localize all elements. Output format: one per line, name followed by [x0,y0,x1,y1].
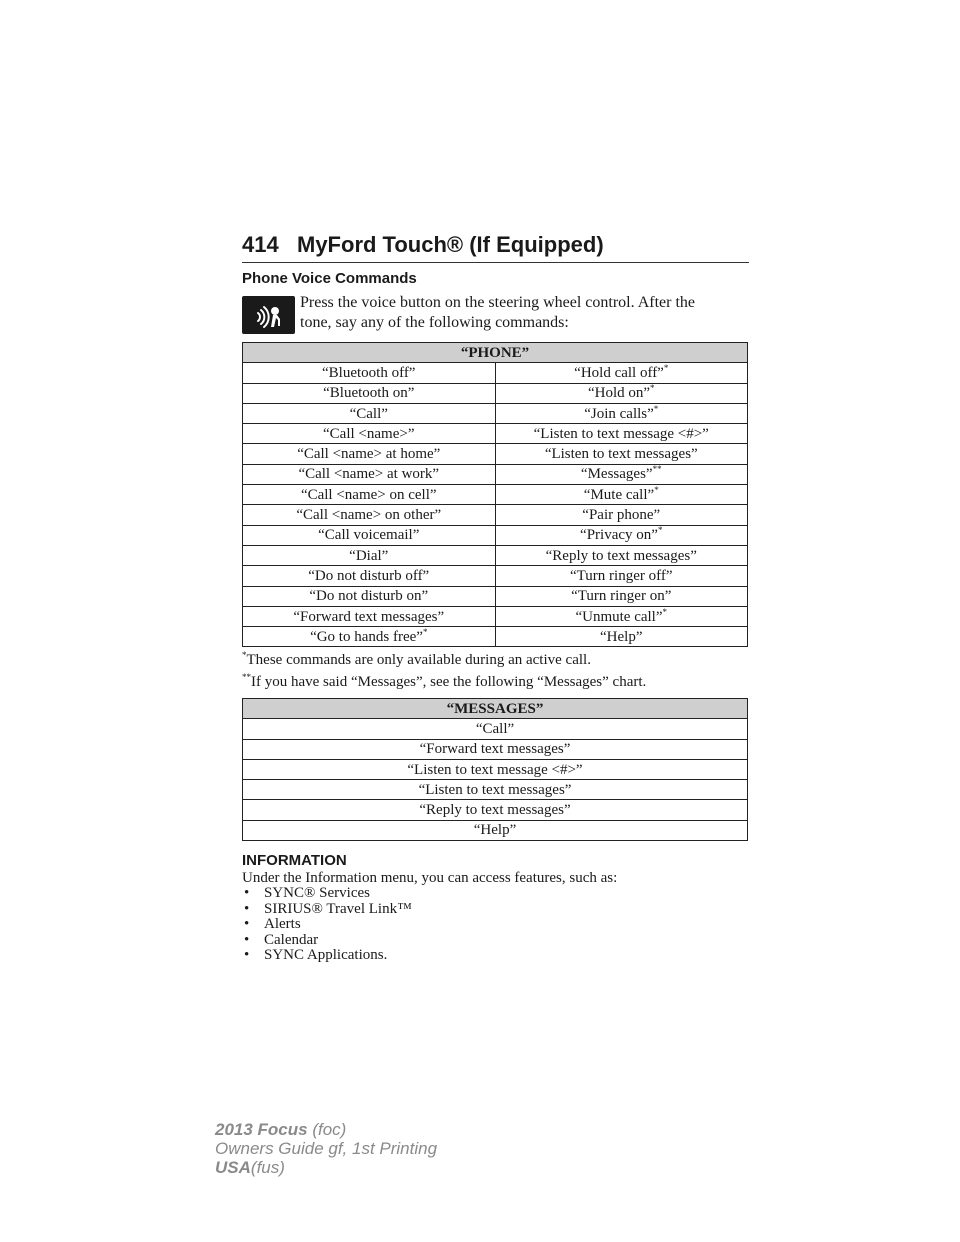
command-cell: “Help” [495,627,748,647]
list-item: • Calendar [244,931,319,948]
list-item: • SIRIUS® Travel Link™ [244,900,412,917]
command-cell: “Reply to text messages” [243,800,748,820]
page-header [242,230,749,263]
command-cell: “Bluetooth on” [243,383,496,403]
table-row [243,586,748,606]
table-header: “MESSAGES” [243,699,748,719]
bullet-icon: • [244,916,250,933]
command-cell: “Do not disturb off” [243,566,496,586]
table-row [243,627,748,647]
command-cell: “Messages”** [495,464,748,484]
command-cell: “Call voicemail” [243,525,496,545]
command-cell: “Privacy on”* [495,525,748,545]
command-cell: “Reply to text messages” [495,545,748,565]
command-cell: “Do not disturb on” [243,586,496,606]
table-row [243,566,748,586]
print-footer: 2013 Focus (foc) Owners Guide gf, 1st Printing USA(fus) [215,1120,438,1177]
table-row [243,464,748,484]
section-heading: Phone Voice Commands [242,270,417,287]
table-row [243,505,748,525]
information-heading: INFORMATION [242,852,347,869]
footnote-mark: * [663,362,669,373]
table-row [243,403,748,423]
intro-text: Press the voice button on the steering wheel control. After the tone, say any of the following commands: [300,294,696,331]
table-row [243,820,748,840]
footnote-mark: * [422,626,428,637]
table-row [243,606,748,626]
command-cell: “Turn ringer on” [495,586,748,606]
table-row [243,485,748,505]
list-item: • SYNC® Services [244,885,370,901]
footnote-mark: * [657,525,663,536]
command-cell: “Join calls”* [495,403,748,423]
command-cell: “Dial” [243,545,496,565]
table-row [243,363,748,383]
table-row [243,383,748,403]
command-cell: “Call <name> at home” [243,444,496,464]
chapter-title: MyFord Touch® (If Equipped) [297,232,604,257]
footnote: **If you have said “Messages”, see the following “Messages” chart. [242,672,647,690]
command-cell: “Listen to text message <#>” [243,759,748,779]
table-row [243,719,748,739]
voice-button-icon [242,296,295,334]
table-row [243,780,748,800]
page-number: 414 [242,232,279,257]
command-cell: “Listen to text message <#>” [495,424,748,444]
bullet-icon: • [244,885,250,901]
command-cell: “Forward text messages” [243,739,748,759]
command-cell: “Go to hands free”* [243,627,496,647]
table-row [243,759,748,779]
footnote-mark: * [662,606,668,617]
information-list [242,886,412,964]
command-cell: “Help” [243,820,748,840]
messages-commands-table [242,698,748,841]
table-header: “PHONE” [243,343,748,363]
footnote-mark: * [650,383,655,394]
command-cell: “Turn ringer off” [495,566,748,586]
command-cell: “Bluetooth off” [243,363,496,383]
footnote-mark: ** [652,464,662,475]
command-cell: “Unmute call”* [495,606,748,626]
information-intro: Under the Information menu, you can access features, such as: [242,870,618,886]
command-cell: “Listen to text messages” [495,444,748,464]
command-cell: “Forward text messages” [243,606,496,626]
command-cell: “Call <name> on cell” [243,485,496,505]
list-item: • Alerts [244,916,301,933]
command-cell: “Call <name> at work” [243,464,496,484]
command-cell: “Listen to text messages” [243,780,748,800]
list-item: • SYNC Applications. [244,947,388,964]
table-row [243,444,748,464]
footnote-mark: * [654,484,659,495]
command-cell: “Call <name> on other” [243,505,496,525]
command-cell: “Call” [243,719,748,739]
command-cell: “Hold on”* [495,383,748,403]
command-cell: “Hold call off”* [495,363,748,383]
footnote-mark: * [653,403,659,414]
footnote: *These commands are only available during an active call. [242,650,591,668]
bullet-icon: • [244,931,250,948]
bullet-icon: • [244,947,250,964]
table-row [243,424,748,444]
table-row [243,800,748,820]
command-cell: “Call” [243,403,496,423]
command-cell: “Mute call”* [495,485,748,505]
bullet-icon: • [244,900,250,917]
command-cell: “Pair phone” [495,505,748,525]
command-cell: “Call <name>” [243,424,496,444]
phone-commands-table [242,342,748,647]
table-row [243,545,748,565]
table-row [243,739,748,759]
table-row [243,525,748,545]
